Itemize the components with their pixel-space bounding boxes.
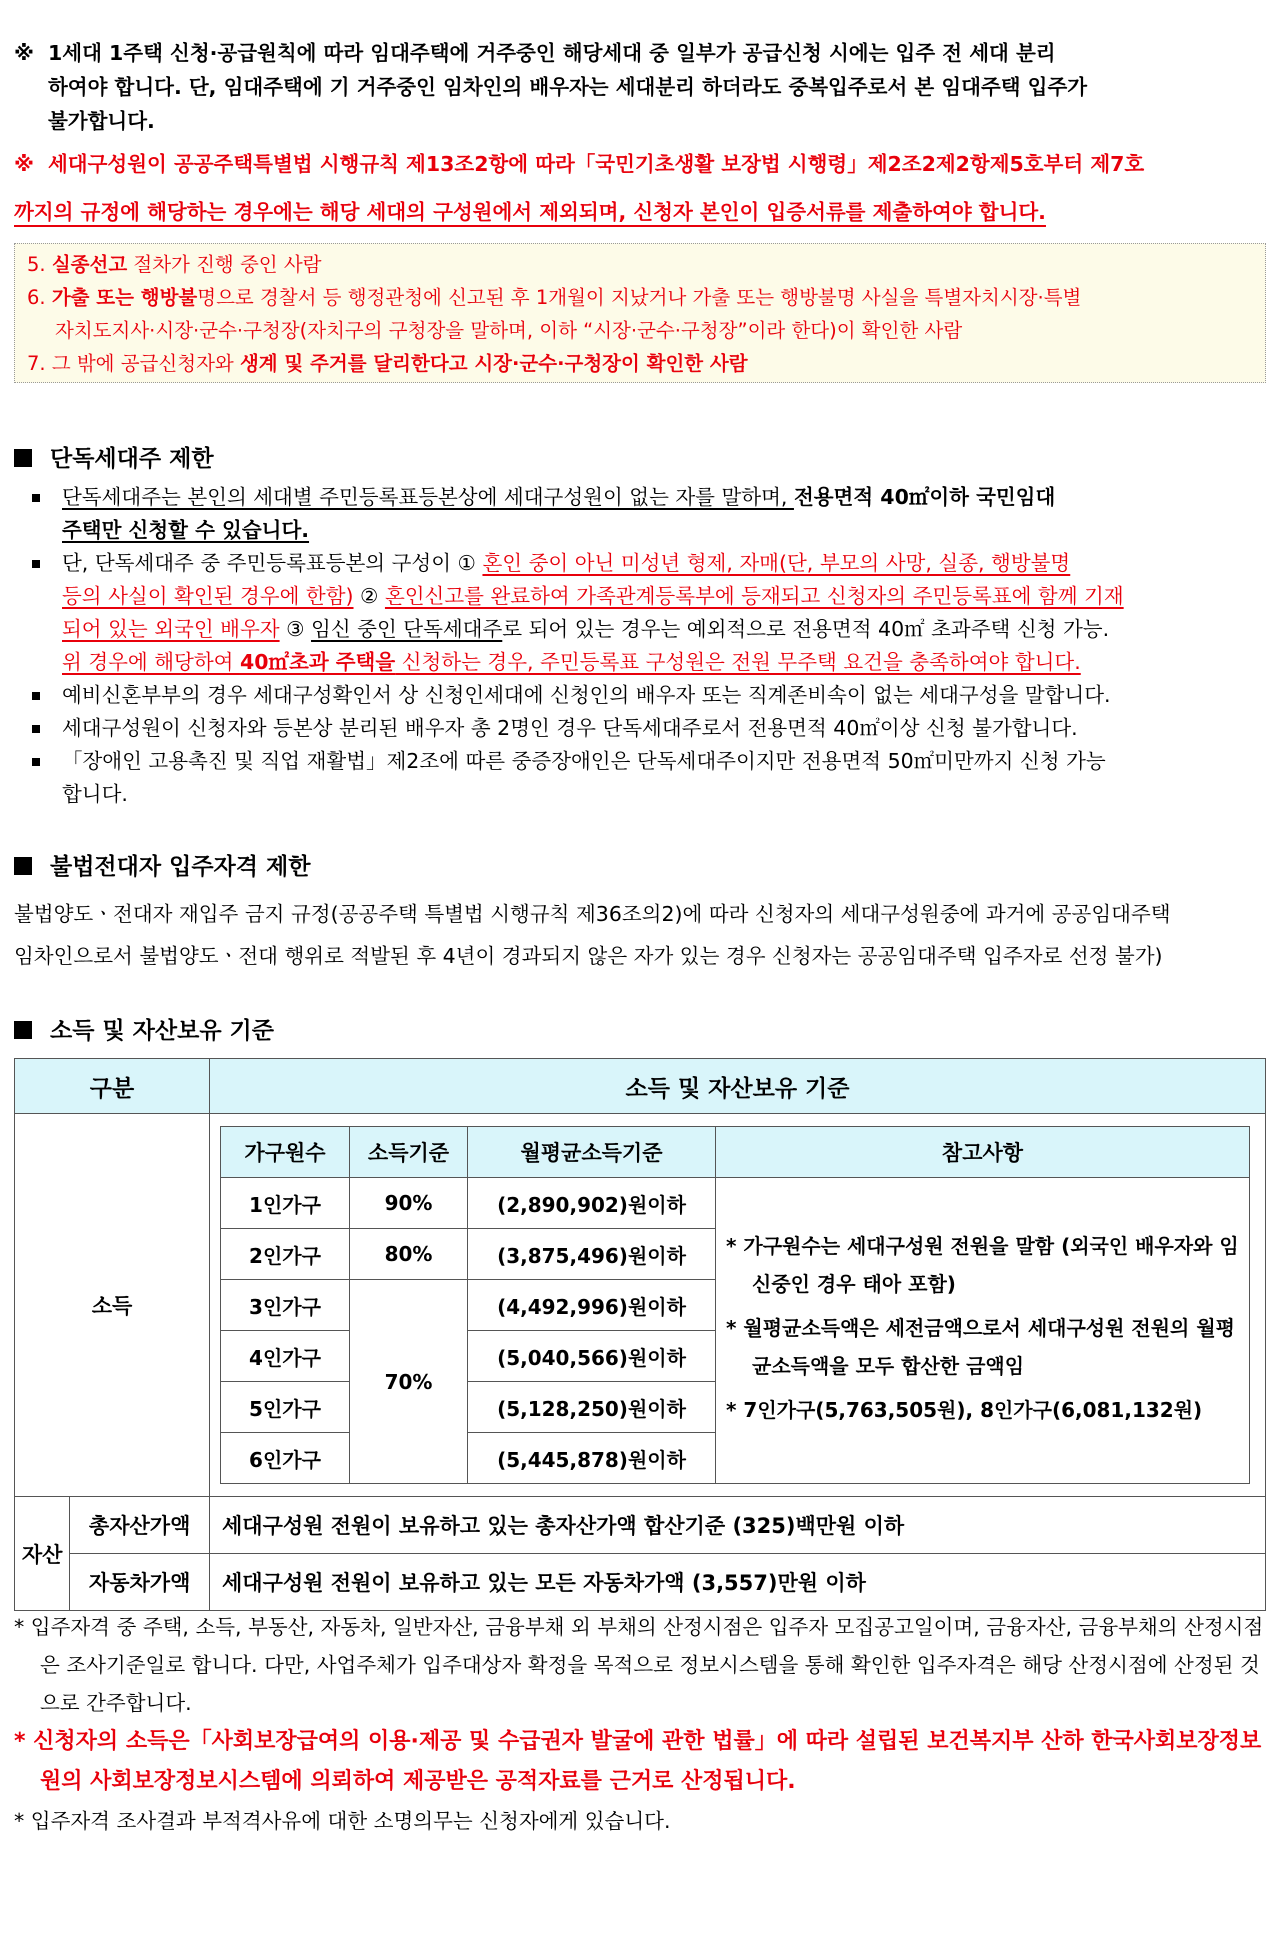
note-household-separation: ※ 1세대 1주택 신청·공급원칙에 따라 임대주택에 거주중인 해당세대 중 일부가 공급신청 시에는 입주 전 세대 분리 하여야 합니다. 단, 임대주택에 기 거주중인 임차인의 배우자는 세대분리 하더라도 중복입주로서 본 임대주택 입주가 불가합니다. <box>14 41 1088 133</box>
box-line-5: 5. 실종선고 절차가 진행 중인 사람 <box>27 253 322 276</box>
inner-header: 소득기준 <box>350 1127 468 1178</box>
header-category: 구분 <box>15 1059 210 1114</box>
total-asset-label: 총자산가액 <box>70 1497 210 1554</box>
table-row: 6인가구 (5,445,878)원이하 <box>221 1433 1250 1484</box>
section-heading-illegal-sublease: 불법전대자 입주자격 제한 <box>14 848 310 881</box>
note-assessment-date: * 입주자격 중 주택, 소득, 부동산, 자동차, 일반자산, 금융부채 외 부채의 산정시점은 입주자 모집공고일이며, 금융자산, 금융부채의 산정시점은 조사기준일로 합니다. 다만, 사업주체가 입주대상자 확정을 목적으로 정보시스템을 통해 확인한 입주자격은 해당 산정시점에 산정된 것으로 간주합니다. <box>14 1615 1264 1715</box>
bottom-notes <box>14 1608 1266 1840</box>
illegal-sublease-text: 불법양도ㆍ전대자 재입주 금지 규정(공공주택 특별법 시행규칙 제36조의2)에 따라 신청자의 세대구성원중에 과거에 공공임대주택 임차인으로서 불법양도ㆍ전대 행위로 적발된 후 4년이 경과되지 않은 자가 있는 경우 신청자는 공공임대주택 입주자로 선정 불가) <box>14 902 1171 968</box>
excluded-members-box <box>14 243 1266 383</box>
single-household-list <box>30 481 1266 811</box>
table-row: 1인가구 90% (2,890,902)원이하 * 가구원수는 세대구성원 전원을 말함 (외국인 배우자와 임신중인 경우 태아 포함) * 월평균소득액은 세전금액으로서 세대구성원 전원의 월평균소득액을 모두 합산한 금액임 * 7인가구(5,763,505원), 8인가구(6,081,132원) <box>221 1178 1250 1229</box>
table-row: 5인가구 (5,128,250)원이하 <box>221 1382 1250 1433</box>
car-asset-label: 자동차가액 <box>70 1554 210 1611</box>
income-label: 소득 <box>15 1114 210 1497</box>
table-row: 4인가구 (5,040,566)원이하 <box>221 1331 1250 1382</box>
note-member-exclusion: ※ 세대구성원이 공공주택특별법 시행규칙 제13조2항에 따라「국민기초생활 보장법 시행령」제2조2제2항제5호부터 제7호 까지의 규정에 해당하는 경우에는 해당 세대의 구성원에서 제외되며, 신청자 본인이 입증서류를 제출하여야 합니다. <box>14 152 1145 224</box>
square-bullet-icon <box>14 449 32 467</box>
note-explanation-duty: * 입주자격 조사결과 부적격사유에 대한 소명의무는 신청자에게 있습니다. <box>14 1809 671 1833</box>
table-row: 2인가구 80% (3,875,496)원이하 <box>221 1229 1250 1280</box>
inner-header: 참고사항 <box>716 1127 1250 1178</box>
asset-label: 자산 <box>15 1497 70 1611</box>
note-income-source: * 신청자의 소득은「사회보장급여의 이용·제공 및 수급권자 발굴에 관한 법률」에 따라 설립된 보건복지부 산하 한국사회보장정보원의 사회보장정보시스템에 의뢰하여 제공받은 공적자료를 근거로 산정됩니다. <box>14 1729 1262 1794</box>
box-line-7: 7. 그 밖에 공급신청자와 생계 및 주거를 달리한다고 시장·군수·구청장이 확인한 사람 <box>27 352 748 375</box>
list-item: 단독세대주는 본인의 세대별 주민등록표등본상에 세대구성원이 없는 자를 말하며, 전용면적 40㎡이하 국민임대 주택만 신청할 수 있습니다. <box>30 481 1266 547</box>
square-bullet-icon <box>14 857 32 875</box>
table-row: 3인가구 70% (4,492,996)원이하 <box>221 1280 1250 1331</box>
inner-header: 가구원수 <box>221 1127 350 1178</box>
section-heading-single-household: 단독세대주 제한 <box>14 440 214 473</box>
list-item: 「장애인 고용촉진 및 직업 재활법」제2조에 따른 중증장애인은 단독세대주이지만 전용면적 50㎡미만까지 신청 가능 합니다. <box>30 745 1266 811</box>
box-line-6-cont: 자치도지사·시장·군수·구청장(자치구의 구청장을 말하며, 이하 “시장·군수·구청장”이라 한다)이 확인한 사람 <box>55 319 963 342</box>
list-item: 세대구성원이 신청자와 등본상 분리된 배우자 총 2명인 경우 단독세대주로서 전용면적 40㎡이상 신청 불가합니다. <box>30 712 1266 745</box>
square-bullet-icon <box>14 1021 32 1039</box>
list-item: 단, 단독세대주 중 주민등록표등본의 구성이 ① 혼인 중이 아닌 미성년 형제, 자매(단, 부모의 사망, 실종, 행방불명 등의 사실이 확인된 경우에 한함) ② 혼인신고를 완료하여 가족관계등록부에 등재되고 신청자의 주민등록표에 함께 기재 되어 있는 외국인 배우자 ③ 임신 중인 단독세대주로 되어 있는 경우는 예외적으로 전용면적 40㎡ 초과주택 신청 가능. 위 경우에 해당하여 40㎡초과 주택을 신청하는 경우, 주민등록표 구성원은 전원 무주택 요건을 충족하여야 합니다. <box>30 547 1266 679</box>
section-heading-income-assets: 소득 및 자산보유 기준 <box>14 1012 274 1045</box>
total-asset-value: 세대구성원 전원이 보유하고 있는 총자산가액 합산기준 (325)백만원 이하 <box>210 1497 1266 1554</box>
income-assets-table <box>14 1058 1266 1611</box>
car-asset-value: 세대구성원 전원이 보유하고 있는 모든 자동차가액 (3,557)만원 이하 <box>210 1554 1266 1611</box>
list-item: 예비신혼부부의 경우 세대구성확인서 상 신청인세대에 신청인의 배우자 또는 직계존비속이 없는 세대구성을 말합니다. <box>30 679 1266 712</box>
income-inner-table <box>220 1126 1250 1484</box>
box-line-6: 6. 가출 또는 행방불명으로 경찰서 등 행정관청에 신고된 후 1개월이 지났거나 가출 또는 행방불명 사실을 특별자치시장·특별 <box>27 286 1082 309</box>
header-criteria: 소득 및 자산보유 기준 <box>210 1059 1266 1114</box>
inner-header: 월평균소득기준 <box>468 1127 716 1178</box>
income-notes: * 가구원수는 세대구성원 전원을 말함 (외국인 배우자와 임신중인 경우 태아 포함) * 월평균소득액은 세전금액으로서 세대구성원 전원의 월평균소득액을 모두 합산한 금액임 * 7인가구(5,763,505원), 8인가구(6,081,132원) <box>716 1178 1250 1484</box>
